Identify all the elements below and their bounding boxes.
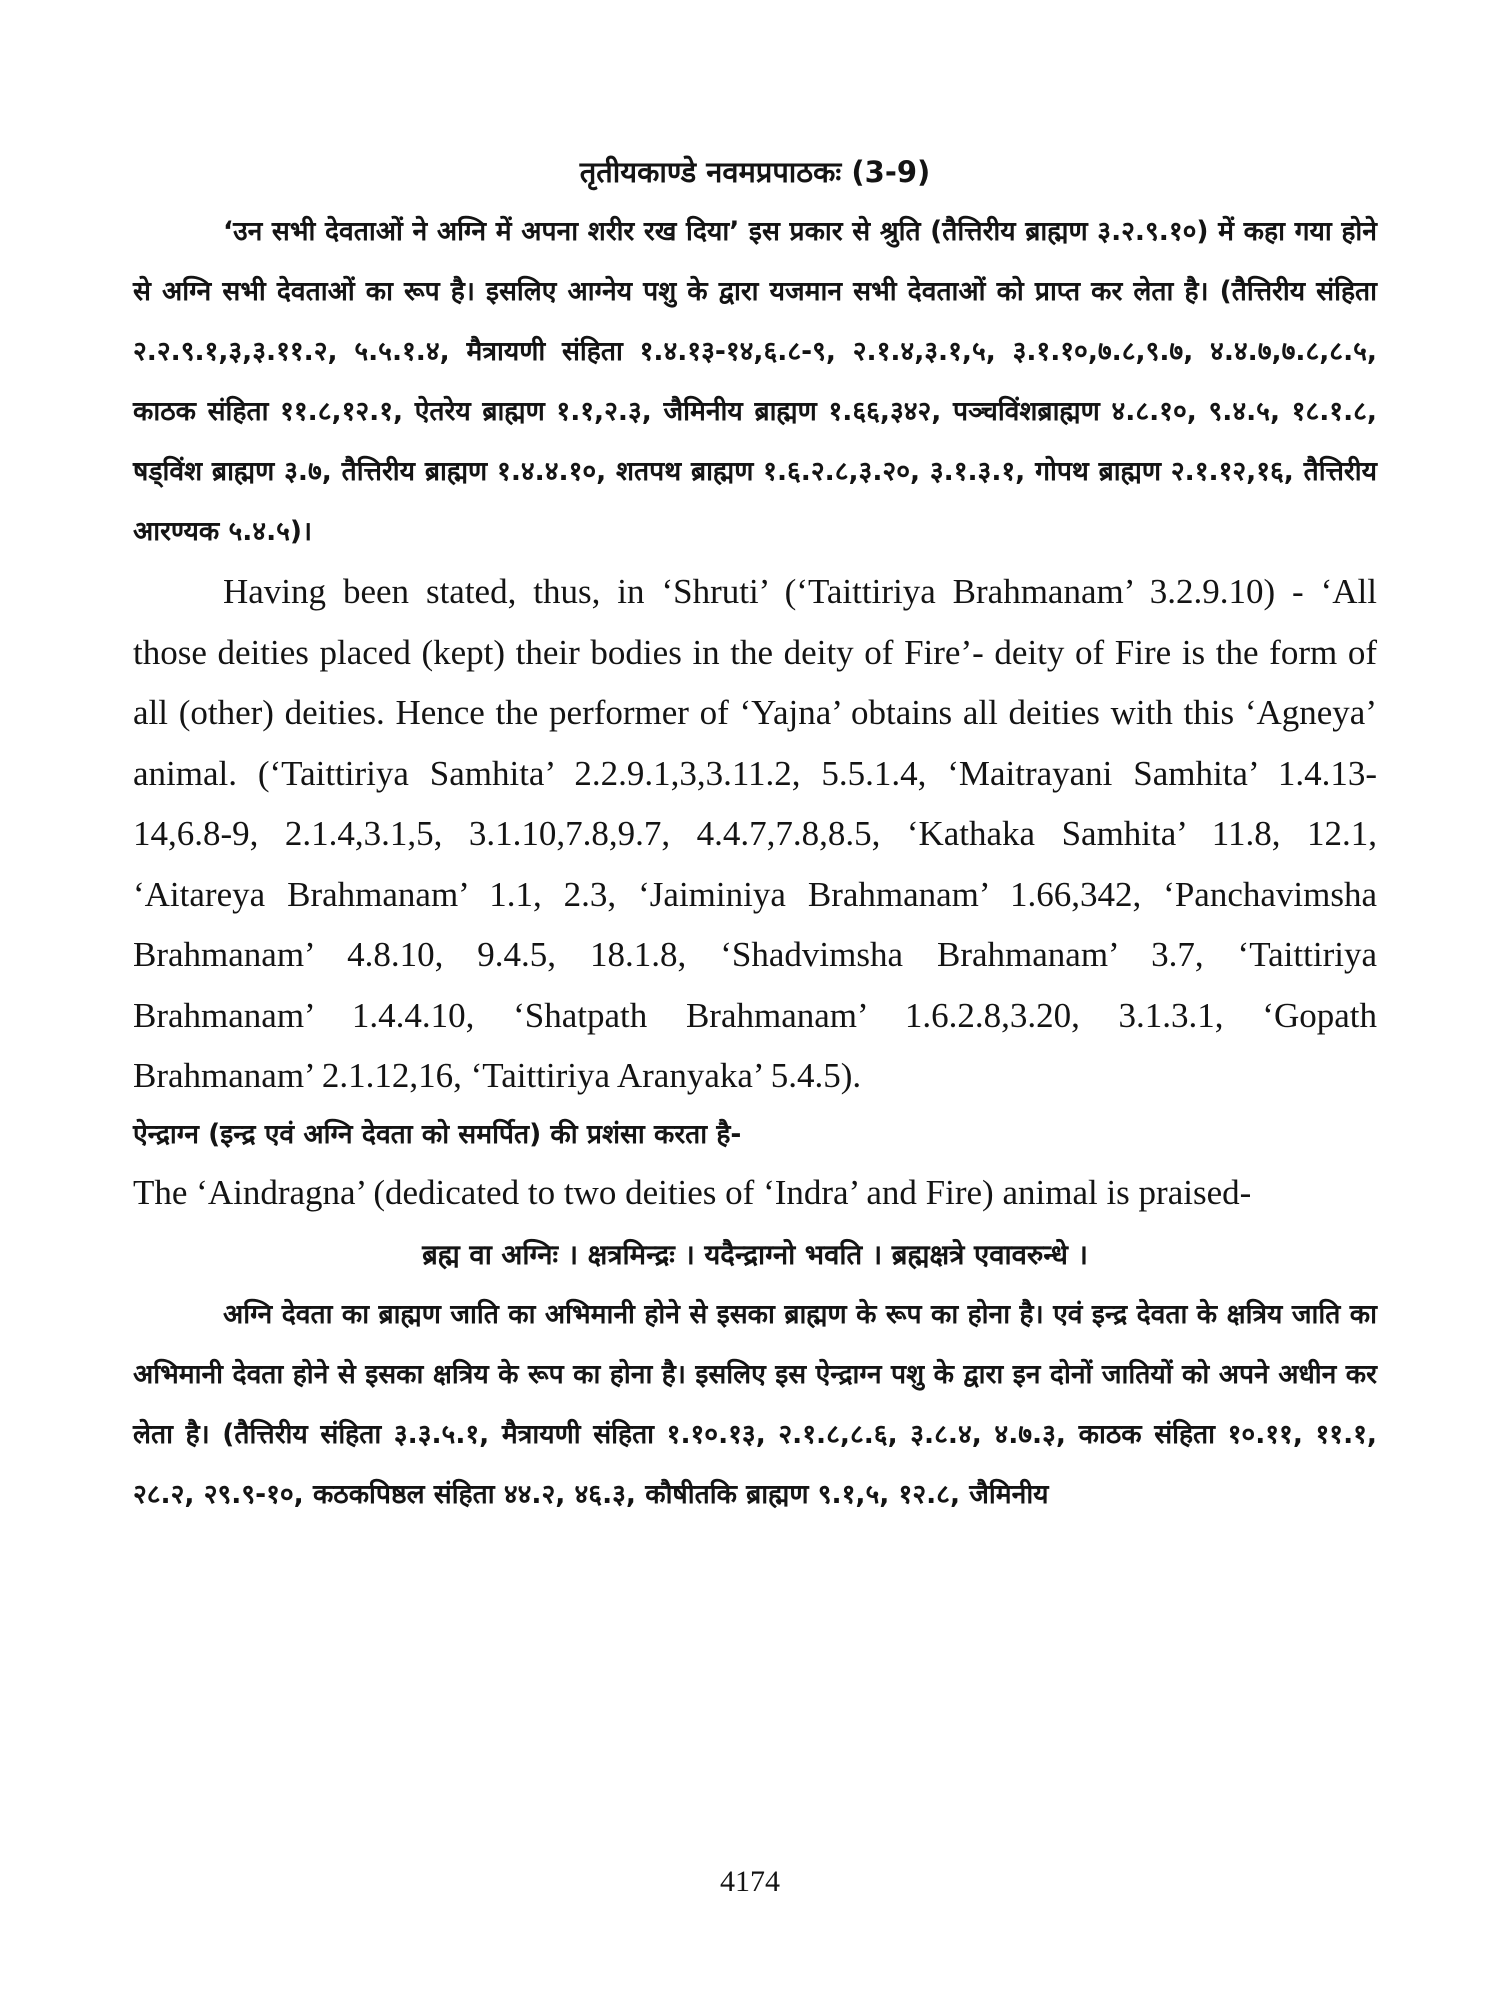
hindi-subheading: ऐन्द्राग्न (इन्द्र एवं अग्नि देवता को समर्पित) की प्रशंसा करता है- bbox=[133, 1118, 742, 1150]
book-page bbox=[133, 148, 1377, 1968]
chapter-heading: तृतीयकाण्डे नवमप्रपाठकः (3-9) bbox=[579, 155, 931, 189]
english-paragraph-1: Having been stated, thus, in ‘Shruti’ (‘Taittiriya Brahmanam’ 3.2.9.10) - ‘All those deities placed (kept) their bodies in the deity of Fire’- deity of Fire is the form of all (other) deities. Hence the performer of ‘Yajna’ obtains all deities with this ‘Agneya’ animal. (‘Taittiriya Samhita’ 2.2.9.1,3,3.11.2, 5.5.1.4, ‘Maitrayani Samhita’ 1.4.13-14,6.8-9, 2.1.4,3.1,5, 3.1.10,7.8,9.7, 4.4.7,7.8,8.5, ‘Kathaka Samhita’ 11.8, 12.1, ‘Aitareya Brahmanam’ 1.1, 2.3, ‘Jaiminiya Brahmanam’ 1.66,342, ‘Panchavimsha Brahmanam’ 4.8.10, 9.4.5, 18.1.8, ‘Shadvimsha Brahmanam’ 3.7, ‘Taittiriya Brahmanam’ 1.4.4.10, ‘Shatpath Brahmanam’ 1.6.2.8,3.20, 3.1.3.1, ‘Gopath Brahmanam’ 2.1.12,16, ‘Taittiriya Aranyaka’ 5.4.5). bbox=[133, 572, 1377, 1095]
page-number: 4174 bbox=[720, 1865, 780, 1898]
hindi-paragraph-1: ‘उन सभी देवताओं ने अग्नि में अपना शरीर रख दिया’ इस प्रकार से श्रुति (तैत्तिरीय ब्राह्मण ३.२.९.१०) में कहा गया होने से अग्नि सभी देवताओं का रूप है। इसलिए आग्नेय पशु के द्वारा यजमान सभी देवताओं को प्राप्त कर लेता है। (तैत्तिरीय संहिता २.२.९.१,३,३.११.२, ५.५.१.४, मैत्रायणी संहिता १.४.१३-१४,६.८-९, २.१.४,३.१,५, ३.१.१०,७.८,९.७, ४.४.७,७.८,८.५, काठक संहिता ११.८,१२.१, ऐतरेय ब्राह्मण १.१,२.३, जैमिनीय ब्राह्मण १.६६,३४२, पञ्चविंशब्राह्मण ४.८.१०, ९.४.५, १८.१.८, षड्विंश ब्राह्मण ३.७, तैत्तिरीय ब्राह्मण १.४.४.१०, शतपथ ब्राह्मण १.६.२.८,३.२०, ३.१.३.१, गोपथ ब्राह्मण २.१.१२,१६, तैत्तिरीय आरण्यक ५.४.५)। bbox=[133, 216, 1377, 547]
hindi-paragraph-2: अग्नि देवता का ब्राह्मण जाति का अभिमानी होने से इसका ब्राह्मण के रूप का होना है। एवं इन्द्र देवता के क्षत्रिय जाति का अभिमानी देवता होने से इसका क्षत्रिय के रूप का होना है। इसलिए इस ऐन्द्राग्न पशु के द्वारा इन दोनों जातियों को अपने अधीन कर लेता है। (तैत्तिरीय संहिता ३.३.५.१, मैत्रायणी संहिता १.१०.१३, २.१.८,८.६, ३.८.४, ४.७.३, काठक संहिता १०.११, ११.१, २८.२, २९.९-१०, कठकपिष्ठल संहिता ४४.२, ४६.३, कौषीतकि ब्राह्मण ९.१,५, १२.८, जैमिनीय bbox=[133, 1299, 1377, 1510]
english-subheading: The ‘Aindragna’ (dedicated to two deities of ‘Indra’ and Fire) animal is praised- bbox=[133, 1172, 1252, 1212]
sanskrit-mantra: ब्रह्म वा अग्निः । क्षत्रमिन्द्रः । यदैन्द्राग्नो भवति । ब्रह्मक्षत्रे एवावरुन्धे । bbox=[422, 1239, 1088, 1271]
